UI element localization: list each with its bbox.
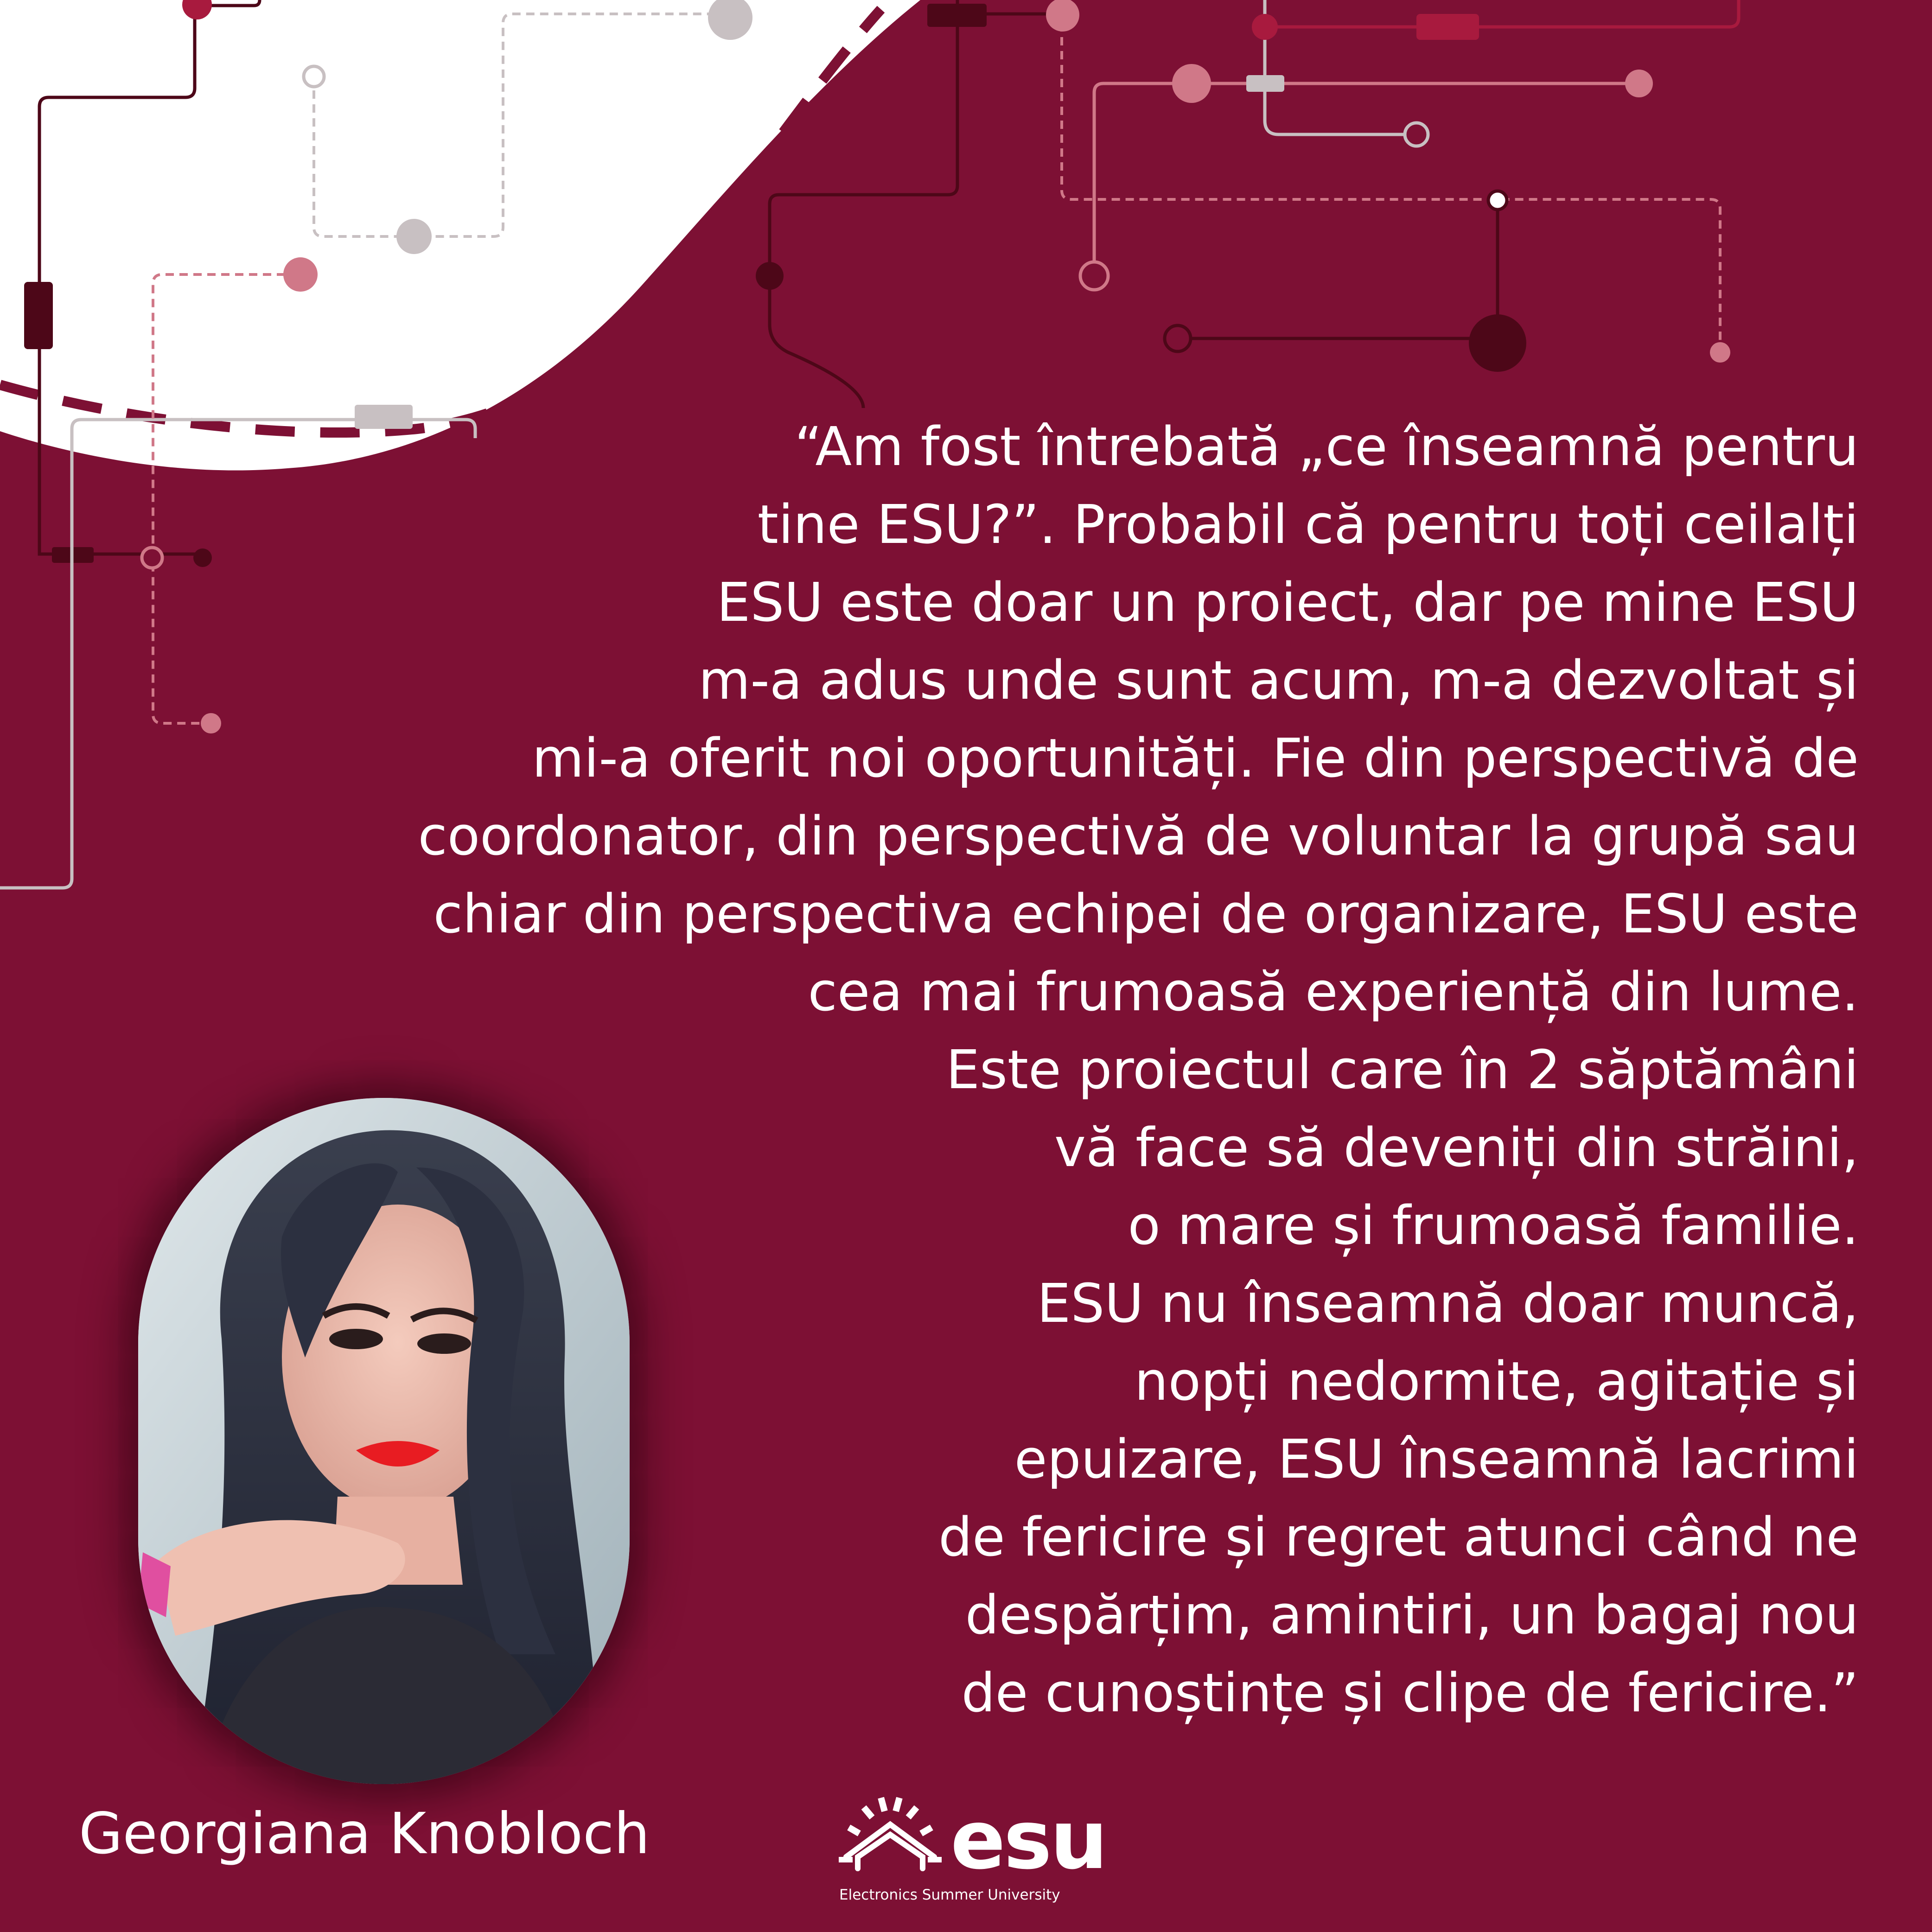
quote-line: coordonator, din perspectivă de voluntar la grupă sau [418, 805, 1859, 867]
right-dark-ring [1165, 325, 1191, 351]
quote-line: nopți nedormite, agitație și [1134, 1351, 1859, 1413]
portrait-photo [138, 1098, 630, 1784]
right-red-resistor [1416, 14, 1479, 40]
right-dark-big-node [1469, 314, 1526, 372]
quote-line: chiar din perspectiva echipei de organizare, ESU este [433, 883, 1859, 945]
person-name: Georgiana Knobloch [79, 1801, 650, 1867]
quote-line: Este proiectul care în 2 săptămâni [946, 1039, 1859, 1101]
right-pink-dashed-circuit [1057, 14, 1720, 352]
right-red-node [1252, 14, 1278, 40]
quote-line: cea mai frumoasă experiență din lume. [808, 961, 1859, 1023]
esu-logo [837, 1787, 1106, 1913]
esu-wordmark: esu [950, 1793, 1106, 1887]
portrait-illustration [138, 1098, 630, 1784]
esu-tagline: Electronics Summer University [839, 1887, 1060, 1903]
quote-line: epuizare, ESU înseamnă lacrimi [1014, 1428, 1859, 1491]
quote-line: ESU este doar un proiect, dar pe mine ESU [716, 572, 1859, 634]
white-wave-shape [0, 0, 920, 471]
quote-line: o mare și frumoasă familie. [1128, 1195, 1859, 1257]
right-grey-resistor [1246, 75, 1284, 92]
right-pink-ring [1080, 262, 1108, 290]
quote-line: de fericire și regret atunci când ne [938, 1506, 1859, 1569]
quote-line: tine ESU?”. Probabil că pentru toți ceilalți [757, 494, 1859, 556]
right-pink-node-top [1046, 0, 1079, 32]
quote-line: mi-a oferit noi oportunități. Fie din perspectivă de [532, 727, 1859, 790]
quote-line: ESU nu înseamnă doar muncă, [1037, 1273, 1859, 1335]
right-white-dot [1488, 191, 1507, 210]
mid-dark-dot [756, 262, 784, 290]
right-grey-circuit [1265, 0, 1405, 134]
right-pink-solid-circuit [1094, 83, 1639, 276]
right-dark-circuit [1178, 199, 1498, 338]
quote-line: vă face să deveniți din străini, [1054, 1117, 1859, 1179]
quote-line: m-a adus unde sunt acum, m-a dezvoltat și [698, 650, 1859, 712]
right-pink-end-node [1625, 70, 1653, 97]
quote-line: “Am fost întrebată „ce înseamnă pentru [794, 416, 1859, 478]
grey-node-bottom [396, 219, 432, 254]
right-grey-ring [1405, 123, 1428, 146]
quote-line: despărțim, amintiri, un bagaj nou [965, 1584, 1859, 1646]
right-red-circuit [1265, 0, 1739, 27]
right-pink-end [1710, 342, 1730, 363]
right-pink-big-node [1172, 64, 1211, 103]
mid-resistor [927, 4, 987, 27]
grey-ring-node [304, 66, 324, 87]
quote-line: de cunoștințe și clipe de fericire.” [961, 1662, 1859, 1724]
pink-node-left [283, 257, 318, 292]
left-resistor [24, 282, 53, 349]
